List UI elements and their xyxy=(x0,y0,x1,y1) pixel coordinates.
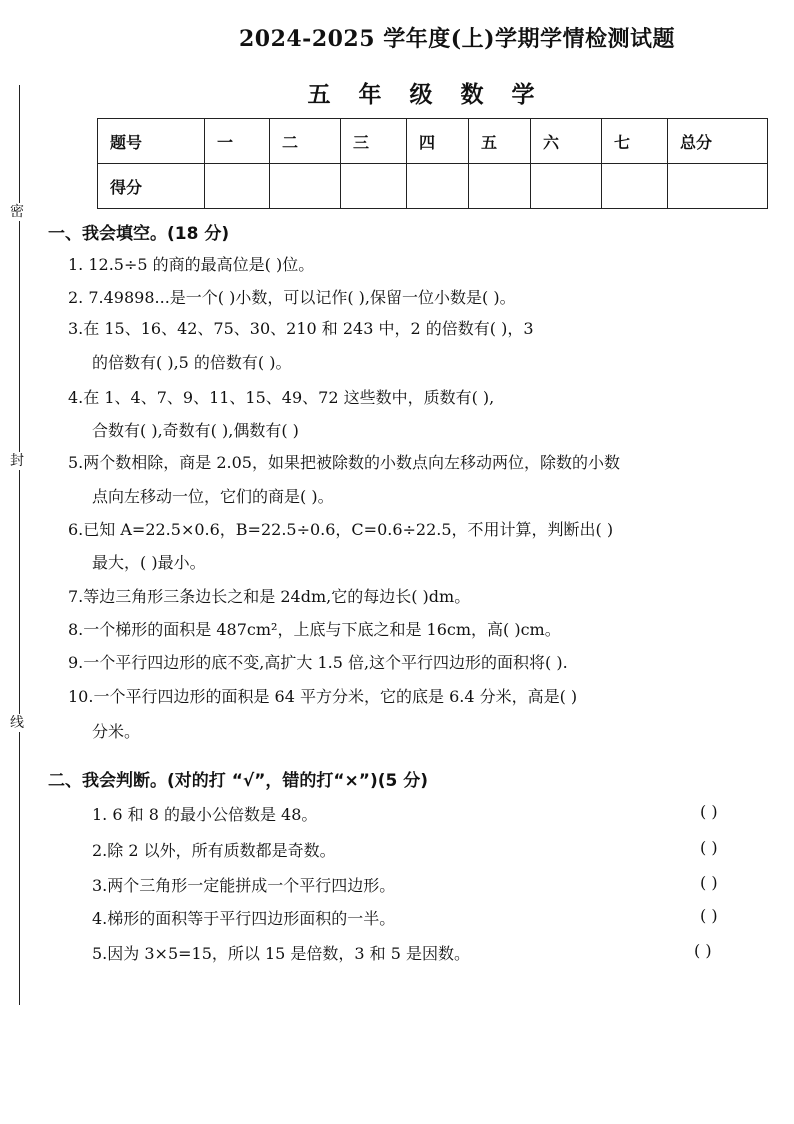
judge-answer-3[interactable]: ( ) xyxy=(700,873,718,892)
judge-answer-2[interactable]: ( ) xyxy=(700,838,718,857)
score-table-score-row xyxy=(98,164,768,209)
score-cell-2: 二 xyxy=(270,119,341,164)
score-cell-6: 六 xyxy=(531,119,602,164)
score-blank[interactable] xyxy=(668,164,768,209)
score-cell-5: 五 xyxy=(469,119,531,164)
judge-item-3: 3.两个三角形一定能拼成一个平行四边形。 xyxy=(92,876,396,895)
question-7: 7.等边三角形三条边长之和是 24dm,它的每边长( )dm。 xyxy=(68,587,471,606)
question-6: 6.已知 A=22.5×0.6，B=22.5÷0.6，C=0.6÷22.5，不用计算，判断出( ) xyxy=(68,520,614,539)
question-5-cont: 点向左移动一位，它们的商是( )。 xyxy=(92,487,334,506)
judge-answer-1[interactable]: ( ) xyxy=(700,802,718,821)
section1-heading: 一、我会填空。(18 分) xyxy=(48,224,230,244)
question-8: 8.一个梯形的面积是 487cm²，上底与下底之和是 16cm，高( )cm。 xyxy=(68,620,561,639)
score-cell-4: 四 xyxy=(407,119,469,164)
score-cell-3: 三 xyxy=(341,119,407,164)
exam-title: 2024-2025 学年度(上)学期学情检测试题 xyxy=(238,26,676,52)
judge-item-5: 5.因为 3×5=15，所以 15 是倍数，3 和 5 是因数。 xyxy=(92,944,471,963)
binding-char-mi: 密 xyxy=(6,203,28,221)
score-blank[interactable] xyxy=(205,164,270,209)
score-cell-1: 一 xyxy=(205,119,270,164)
question-3: 3.在 15、16、42、75、30、210 和 243 中，2 的倍数有( )，3 xyxy=(68,319,534,338)
score-blank[interactable] xyxy=(531,164,602,209)
question-4: 4.在 1、4、7、9、11、15、49、72 这些数中，质数有( ), xyxy=(68,388,495,407)
score-cell-total: 总分 xyxy=(668,119,768,164)
question-5: 5.两个数相除，商是 2.05，如果把被除数的小数点向左移动两位，除数的小数 xyxy=(68,453,620,472)
binding-line xyxy=(19,85,20,1005)
score-blank[interactable] xyxy=(602,164,668,209)
score-blank[interactable] xyxy=(469,164,531,209)
score-cell-label: 题号 xyxy=(98,119,205,164)
score-table-header-row xyxy=(98,119,768,164)
judge-item-4: 4.梯形的面积等于平行四边形面积的一半。 xyxy=(92,909,396,928)
score-cell-7: 七 xyxy=(602,119,668,164)
judge-item-2: 2.除 2 以外，所有质数都是奇数。 xyxy=(92,841,336,860)
binding-char-xian: 线 xyxy=(6,714,28,732)
score-blank[interactable] xyxy=(341,164,407,209)
score-row-label: 得分 xyxy=(98,164,205,209)
subject-title: 五 年 级 数 学 xyxy=(307,81,545,108)
question-10: 10.一个平行四边形的面积是 64 平方分米，它的底是 6.4 分米，高是( ) xyxy=(68,687,578,706)
question-6-cont: 最大，( )最小。 xyxy=(92,553,206,572)
score-table xyxy=(97,118,768,209)
score-blank[interactable] xyxy=(407,164,469,209)
question-3-cont: 的倍数有( ),5 的倍数有( )。 xyxy=(92,353,292,372)
question-1: 1. 12.5÷5 的商的最高位是( )位。 xyxy=(68,255,315,274)
judge-item-1: 1. 6 和 8 的最小公倍数是 48。 xyxy=(92,805,318,824)
section2-heading: 二、我会判断。(对的打 “√”，错的打“×”)(5 分) xyxy=(48,771,429,791)
question-4-cont: 合数有( ),奇数有( ),偶数有( ) xyxy=(92,421,299,440)
question-2: 2. 7.49898...是一个( )小数，可以记作( ),保留一位小数是( )。 xyxy=(68,288,516,307)
score-blank[interactable] xyxy=(270,164,341,209)
judge-answer-4[interactable]: ( ) xyxy=(700,906,718,925)
question-10-cont: 分米。 xyxy=(92,722,141,741)
binding-char-feng: 封 xyxy=(6,452,28,470)
question-9: 9.一个平行四边形的底不变,高扩大 1.5 倍,这个平行四边形的面积将( ). xyxy=(68,653,568,672)
judge-answer-5[interactable]: ( ) xyxy=(694,941,712,960)
